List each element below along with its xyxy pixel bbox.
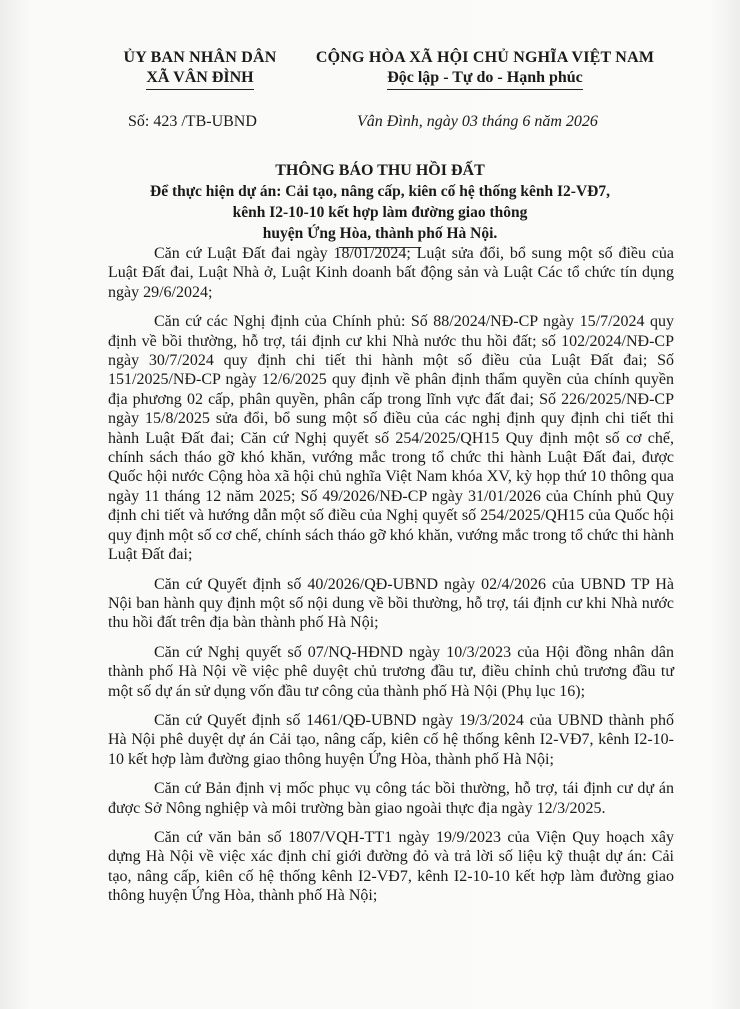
agency-line-1: ỦY BAN NHÂN DÂN bbox=[123, 49, 277, 66]
legal-basis-paragraph: Căn cứ văn bản số 1807/VQH-TT1 ngày 19/9/2023 của Viện Quy hoạch xây dựng Hà Nội về việc xác định chỉ giới đường đỏ và trả lời số liệu kỹ thuật dự án: Cải tạo, nâng cấp, kiên cố hệ thống kênh I2-VĐ7, kênh I2-10-10 kết hợp làm đường giao thông huyện Ứng Hòa, thành phố Hà Nội; bbox=[108, 828, 674, 905]
agency-name: XÃ VÂN ĐÌNH bbox=[146, 68, 253, 90]
document-title: THÔNG BÁO THU HỒI ĐẤT bbox=[275, 162, 485, 179]
agency-line-2 bbox=[105, 68, 295, 90]
legal-basis-paragraph: Căn cứ Nghị quyết số 07/NQ-HĐND ngày 10/3/2023 của Hội đồng nhân dân thành phố Hà Nội về việc phê duyệt chủ trương đầu tư, điều chỉnh chủ trương đầu tư một số dự án sử dụng vốn đầu tư công của thành phố Hà Nội (Phụ lục 16); bbox=[108, 643, 674, 700]
legal-basis-paragraph: Căn cứ Bản định vị mốc phục vụ công tác bồi thường, hỗ trợ, tái định cư dự án được Sở Nông nghiệp và môi trường bàn giao ngoài thực địa ngày 12/3/2025. bbox=[108, 780, 674, 817]
legal-basis-paragraph: Căn cứ các Nghị định của Chính phủ: Số 88/2024/NĐ-CP ngày 15/7/2024 quy định về bồi thường, hỗ trợ, tái định cư khi Nhà nước thu hồi đất; số 102/2024/NĐ-CP ngày 30/7/2024 quy định chi tiết thi hành một số điều của Luật Đất đai; Số 151/2025/NĐ-CP ngày 12/6/2025 quy định về phân định thẩm quyền của chính quyền địa phương 02 cấp, phân quyền, phân cấp trong lĩnh vực đất đai; Số 226/2025/NĐ-CP ngày 15/8/2025 sửa đổi, bổ sung một số điều của các nghị định quy định chi tiết thi hành Luật Đất đai; Căn cứ Nghị quyết số 254/2025/QH15 Quy định một số cơ chế, chính sách tháo gỡ khó khăn, vướng mắc trong tổ chức thi hành Luật Đất đai, được Quốc hội nước Cộng hòa xã hội chủ nghĩa Việt Nam khóa XV, kỳ họp thứ 10 thông qua ngày 11 tháng 12 năm 2025; Số 49/2026/NĐ-CP ngày 31/01/2026 của Chính phủ Quy định chi tiết và hướng dẫn một số điều của Nghị quyết số 254/2025/QH15 của Quốc hội quy định một số cơ chế, chính sách tháo gỡ khó khăn, vướng mắc trong tổ chức thi hành Luật Đất đai; bbox=[108, 313, 674, 564]
title-subject-line-2: kênh I2-10-10 kết hợp làm đường giao thông bbox=[232, 204, 528, 221]
title-subject-line-1: Để thực hiện dự án: Cải tạo, nâng cấp, kiên cố hệ thống kênh I2-VĐ7, bbox=[150, 183, 610, 200]
legal-basis-paragraph: Căn cứ Quyết định số 1461/QĐ-UBND ngày 19/3/2024 của UBND thành phố Hà Nội phê duyệt dự án Cải tạo, nâng cấp, kiên cố hệ thống kênh I2-VĐ7, kênh I2-10-10 kết hợp làm đường giao thông huyện Ứng Hòa, thành phố Hà Nội; bbox=[108, 711, 674, 768]
document-title-block bbox=[80, 160, 680, 248]
legal-basis-paragraph: Căn cứ Quyết định số 40/2026/QĐ-UBND ngày 02/4/2026 của UBND TP Hà Nội ban hành quy định một số nội dung về bồi thường, hỗ trợ, tái định cư khi Nhà nước thu hồi đất trên địa bàn thành phố Hà Nội; bbox=[108, 575, 674, 632]
issuing-agency bbox=[105, 48, 295, 90]
title-subject-line-3: huyện Ứng Hòa, thành phố Hà Nội. bbox=[262, 225, 498, 242]
document-body bbox=[108, 244, 674, 906]
national-heading bbox=[295, 48, 675, 90]
place-and-date: Vân Đình, ngày 03 tháng 6 năm 2026 bbox=[357, 113, 598, 130]
document-number: Số: 423 /TB-UBND bbox=[128, 113, 257, 130]
motto: Độc lập - Tự do - Hạnh phúc bbox=[387, 68, 583, 90]
legal-basis-paragraph: Căn cứ Luật Đất đai ngày 18/01/2024; Luật sửa đổi, bổ sung một số điều của Luật Đất đai, Luật Nhà ở, Luật Kinh doanh bất động sản và Luật Các tổ chức tín dụng ngày 29/6/2024; bbox=[108, 245, 674, 301]
nation-name: CỘNG HÒA XÃ HỘI CHỦ NGHĨA VIỆT NAM bbox=[315, 49, 655, 66]
motto-line bbox=[295, 68, 675, 90]
